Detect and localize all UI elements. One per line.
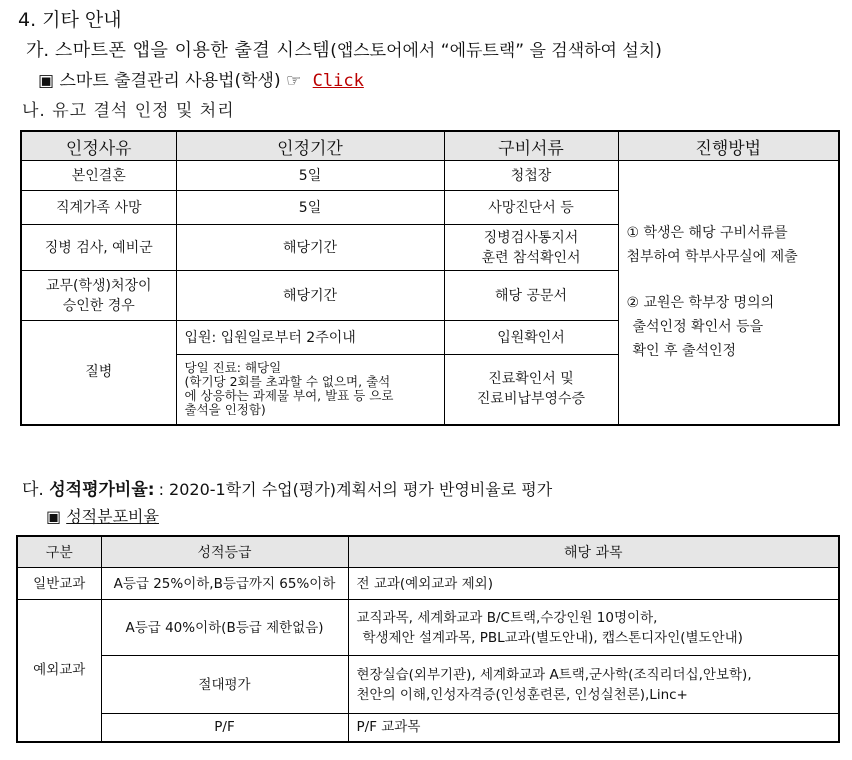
cell-reason bbox=[21, 271, 176, 321]
cell-doc: 사망진단서 등 bbox=[444, 191, 618, 225]
cell-doc-line: 진료확인서 및 bbox=[488, 371, 574, 388]
item-ga bbox=[26, 36, 662, 62]
table-row bbox=[17, 600, 839, 656]
subjects-line: 학생제안 설계과목, PBL교과(별도안내), 캡스톤디자인(별도안내) bbox=[362, 629, 743, 646]
item-ga-label: 가. bbox=[26, 40, 50, 61]
item-na: 나. 유고 결석 인정 및 처리 bbox=[22, 101, 235, 121]
cell-subjects: P/F 교과목 bbox=[348, 714, 839, 742]
header-method: 진행방법 bbox=[618, 131, 839, 161]
cell-inpatient-doc: 입원확인서 bbox=[444, 321, 618, 355]
absence-table bbox=[20, 130, 840, 426]
smart-guide-text: 스마트 출결관리 사용법(학생) bbox=[59, 71, 281, 91]
square-bullet-icon: ▣ bbox=[38, 71, 55, 91]
method-step-1a: ① 학생은 해당 구비서류를 bbox=[626, 225, 788, 242]
item-da bbox=[22, 475, 552, 500]
smart-guide bbox=[38, 66, 364, 91]
cell-reason: 본인결혼 bbox=[21, 161, 176, 191]
table-header-row bbox=[21, 131, 839, 161]
item-da-rest: : 2020-1학기 수업(평가)계획서의 평가 반영비율로 평가 bbox=[158, 480, 553, 499]
header-type: 구분 bbox=[17, 536, 101, 568]
outpatient-line: 에 상응하는 과제물 부여, 발표 등 으로 bbox=[184, 388, 394, 404]
cell-reason: 징병 검사, 예비군 bbox=[21, 225, 176, 271]
cell-subjects: 전 교과(예외교과 제외) bbox=[348, 568, 839, 600]
cell-grade: 절대평가 bbox=[101, 656, 348, 714]
subjects-line: 교직과목, 세계화교과 B/C트랙,수강인원 10명이하, bbox=[356, 609, 658, 626]
cell-method bbox=[618, 161, 839, 425]
square-bullet-icon: ▣ bbox=[46, 507, 62, 526]
cell-outpatient-period bbox=[176, 355, 444, 425]
outpatient-line: 당일 진료: 해당일 bbox=[184, 360, 282, 376]
grade-dist-text: 성적분포비율 bbox=[66, 507, 159, 526]
cell-reason: 직계가족 사망 bbox=[21, 191, 176, 225]
table-row bbox=[21, 161, 839, 191]
method-step-1b: 첨부하여 학부사무실에 제출 bbox=[626, 249, 798, 266]
pointing-hand-icon: ☞ bbox=[286, 71, 302, 91]
section-heading: 4. 기타 안내 bbox=[18, 9, 122, 31]
method-step-2a: ② 교원은 학부장 명의의 bbox=[626, 295, 775, 312]
cell-reason-illness: 질병 bbox=[21, 321, 176, 425]
cell-doc-line: 징병검사통지서 bbox=[483, 229, 579, 246]
cell-doc-line: 훈련 참석확인서 bbox=[481, 249, 581, 266]
cell-outpatient-doc bbox=[444, 355, 618, 425]
header-docs: 구비서류 bbox=[444, 131, 618, 161]
cell-type-exception: 예외교과 bbox=[17, 600, 101, 742]
cell-period: 5일 bbox=[176, 191, 444, 225]
item-da-label: 다. bbox=[22, 480, 44, 500]
cell-reason-line: 승인한 경우 bbox=[62, 297, 135, 314]
cell-doc-line: 진료비납부영수증 bbox=[476, 391, 586, 408]
cell-period: 5일 bbox=[176, 161, 444, 191]
method-step-2c: 확인 후 출석인정 bbox=[632, 343, 737, 360]
grade-table bbox=[16, 535, 840, 743]
click-link[interactable]: Click bbox=[312, 71, 364, 91]
cell-doc: 해당 공문서 bbox=[444, 271, 618, 321]
cell-type: 일반교과 bbox=[17, 568, 101, 600]
table-row bbox=[17, 568, 839, 600]
table-row bbox=[17, 714, 839, 742]
table-header-row bbox=[17, 536, 839, 568]
item-da-bold: 성적평가비율: bbox=[49, 480, 155, 500]
cell-inpatient-period: 입원: 입원일로부터 2주이내 bbox=[176, 321, 444, 355]
cell-doc bbox=[444, 225, 618, 271]
header-subjects: 해당 과목 bbox=[348, 536, 839, 568]
cell-grade: A등급 25%이하,B등급까지 65%이하 bbox=[101, 568, 348, 600]
grade-dist bbox=[46, 504, 159, 527]
item-ga-text: 스마트폰 앱을 이용한 출결 시스템 bbox=[54, 40, 331, 61]
header-reason: 인정사유 bbox=[21, 131, 176, 161]
cell-grade: P/F bbox=[101, 714, 348, 742]
item-ga-paren: (앱스토어에서 “에듀트랙” 을 검색하여 설치) bbox=[330, 41, 662, 61]
outpatient-line: 출석을 인정함) bbox=[184, 402, 266, 418]
header-period: 인정기간 bbox=[176, 131, 444, 161]
subjects-line: 천안의 이해,인성자격증(인성훈련론, 인성실천론),Linc+ bbox=[356, 686, 688, 703]
cell-grade: A등급 40%이하(B등급 제한없음) bbox=[101, 600, 348, 656]
cell-period: 해당기간 bbox=[176, 225, 444, 271]
table-row bbox=[17, 656, 839, 714]
cell-period: 해당기간 bbox=[176, 271, 444, 321]
header-grade: 성적등급 bbox=[101, 536, 348, 568]
cell-subjects bbox=[348, 600, 839, 656]
outpatient-line: (학기당 2회를 초과할 수 없으며, 출석 bbox=[184, 374, 391, 390]
subjects-line: 현장실습(외부기관), 세계화교과 A트랙,군사학(조직리더십,안보학), bbox=[356, 666, 752, 683]
method-step-2b: 출석인정 확인서 등을 bbox=[632, 319, 764, 336]
cell-reason-line: 교무(학생)처장이 bbox=[45, 277, 152, 294]
cell-subjects bbox=[348, 656, 839, 714]
cell-doc: 청첩장 bbox=[444, 161, 618, 191]
